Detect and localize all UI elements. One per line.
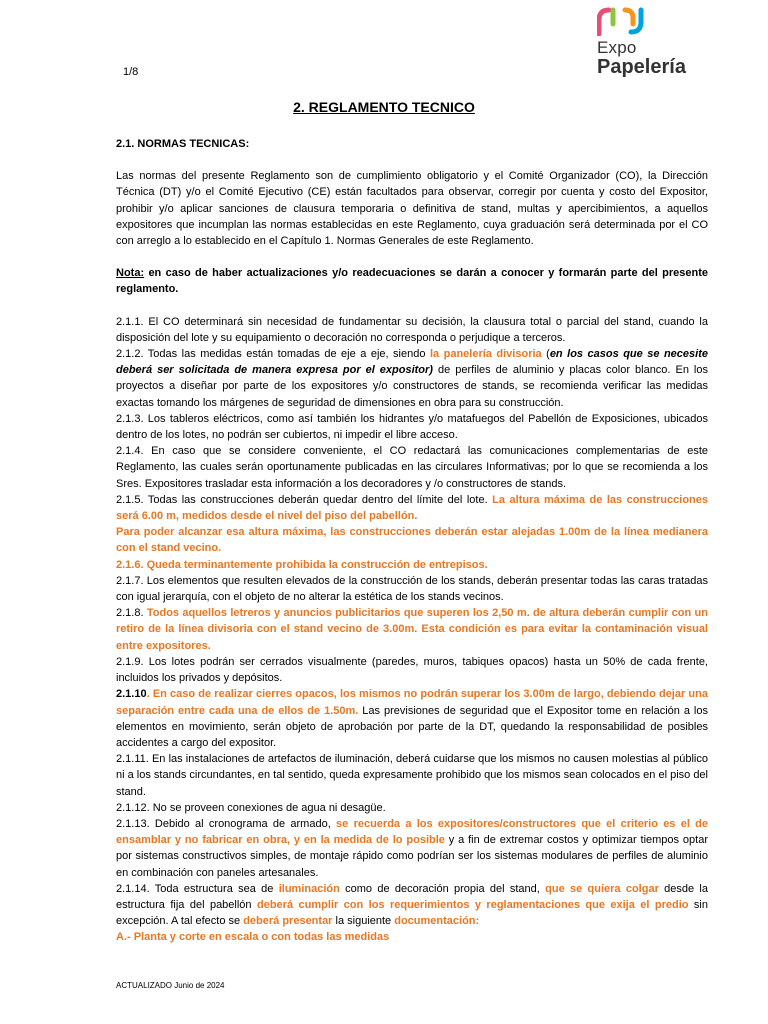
item-2-1-5: 2.1.5. Todas las construcciones deberán quedar dentro del límite del lote. La altura máxima de las construcciones será 6.00 m, medidos desde el nivel del piso del pabellón. — [116, 493, 708, 523]
item-2-1-3: 2.1.3. Los tableros eléctricos, como así también los hidrantes y/o matafuegos del Pabellón de Exposiciones, ubicados dentro de los lotes, no podrán ser cubiertos, ni impedir el libre acceso. — [116, 412, 708, 442]
item-2-1-14: 2.1.14. Toda estructura sea de iluminación como de decoración propia del stand, que se quiera colgar desde la estructura fija del pabellón deberá cumplir con los requerimientos y reglamentaciones que exija el predio sin excepción. A tal efecto se deberá presentar la siguiente documentación: — [116, 882, 708, 928]
item-2-1-6: 2.1.6. Queda terminantemente prohibida la construcción de entrepisos. — [116, 558, 488, 571]
item-2-1-10: 2.1.10. En caso de realizar cierres opacos, los mismos no podrán superar los 3.00m de largo, debiendo dejar una separación entre cada una de ellos de 1.50m. Las previsiones de seguridad que el Expositor tome en relación a los elementos en movimiento, serán objeto de aprobación por parte de la DT, quedando la responsabilidad de posibles accidentes a cargo del expositor. — [116, 688, 708, 749]
footer-updated: ACTUALIZADO Junio de 2024 — [116, 981, 225, 990]
item-2-1-7: 2.1.7. Los elementos que resulten elevados de la construcción de los stands, deberán presentar todas las caras tratadas con igual jerarquía, con el objeto de no alterar la estética de los stands vecinos. — [116, 574, 708, 604]
page-number: 1/8 — [123, 66, 139, 78]
logo-mark-icon — [597, 6, 649, 36]
item-2-1-12: 2.1.12. No se proveen conexiones de agua ni desagüe. — [116, 801, 386, 814]
item-2-1-13: 2.1.13. Debido al cronograma de armado, se recuerda a los expositores/constructores que el criterio es el de ensamblar y no fabricar en obra, y en la medida de lo posible y a fin de extremar costos y optimizar tiempos optar por sistemas constructivos simples, de montaje rápido como podrían ser los sistemas modulares de perfiles de aluminio en combinación con paneles artesanales. — [116, 817, 709, 879]
item-2-1-4: 2.1.4. En caso que se considere conveniente, el CO redactará las comunicaciones complementarias de este Reglamento, las cuales serán oportunamente publicadas en las circulares Informativas; por lo que se recomienda a los Sres. Expositores trasladar esta información a los decoradores y /o constructores de stands. — [116, 445, 708, 490]
item-a-planta: A.- Planta y corte en escala o con todas las medidas — [116, 931, 390, 944]
item-2-1-1: 2.1.1. El CO determinará sin necesidad de fundamentar su decisión, la clausura total o parcial del stand, cuando la disposición del lote y su equipamiento o decoración no corresponda o perjudique a terceros. — [116, 315, 708, 344]
document-body — [116, 136, 708, 946]
document-title: 2. REGLAMENTO TECNICO — [293, 99, 475, 115]
section-heading: 2.1. NORMAS TECNICAS: — [116, 138, 250, 150]
expo-papeleria-logo — [597, 6, 709, 84]
logo-text-papeleria: Papelería — [597, 56, 686, 78]
intro-paragraph: Las normas del presente Reglamento son de cumplimiento obligatorio y el Comité Organizador (CO), la Dirección Técnica (DT) y/o el Comité Ejecutivo (CE) están facultados para observar, corregir por cuenta y costo del Expositor, prohibir y/o aplicar sanciones de clausura temporaria o definitiva de stand, multas y apercibimientos, a aquellos expositores que incumplan las normas establecidas en este Reglamento, cuya graduación será determinada por el CO con arreglo a lo establecido en el Capítulo 1. Normas Generales de este Reglamento. — [116, 170, 708, 248]
item-2-1-8: 2.1.8. Todos aquellos letreros y anuncios publicitarios que superen los 2,50 m. de altura deberán cumplir con un retiro de la línea divisoria con el stand vecino de 3.00m. Esta condición es para evitar la contaminación visual entre expositores. — [116, 607, 708, 652]
item-2-1-11: 2.1.11. En las instalaciones de artefactos de iluminación, deberá cuidarse que los mismos no causen molestias al público ni a los stands circundantes, en tal sentido, queda expresamente prohibido que los mismos sean colocados en el piso del stand. — [116, 753, 708, 798]
logo-text-expo: Expo — [597, 38, 637, 57]
item-2-1-2: 2.1.2. Todas las medidas están tomadas de eje a eje, siendo la panelería divisoria (en los casos que se necesite deberá ser solicitada de manera expresa por el expositor) de perfiles de aluminio y placas color blanco. En los proyectos a diseñar por parte de los expositores y/o constructores de stands, se recomienda verificar las medidas exactas tomando los márgenes de seguridad de dimensiones en obra para su construcción. — [116, 348, 708, 409]
item-2-1-9: 2.1.9. Los lotes podrán ser cerrados visualmente (paredes, muros, tabiques opacos) hasta un 50% de cada frente, incluidos los privados y depósitos. — [116, 655, 708, 685]
nota-paragraph: Nota: en caso de haber actualizaciones y/o readecuaciones se darán a conocer y formarán parte del presente reglamento. — [116, 267, 708, 296]
item-2-1-5-cont: Para poder alcanzar esa altura máxima, las construcciones deberán estar alejadas 1.00m de la línea medianera con el stand vecino. — [116, 526, 708, 555]
